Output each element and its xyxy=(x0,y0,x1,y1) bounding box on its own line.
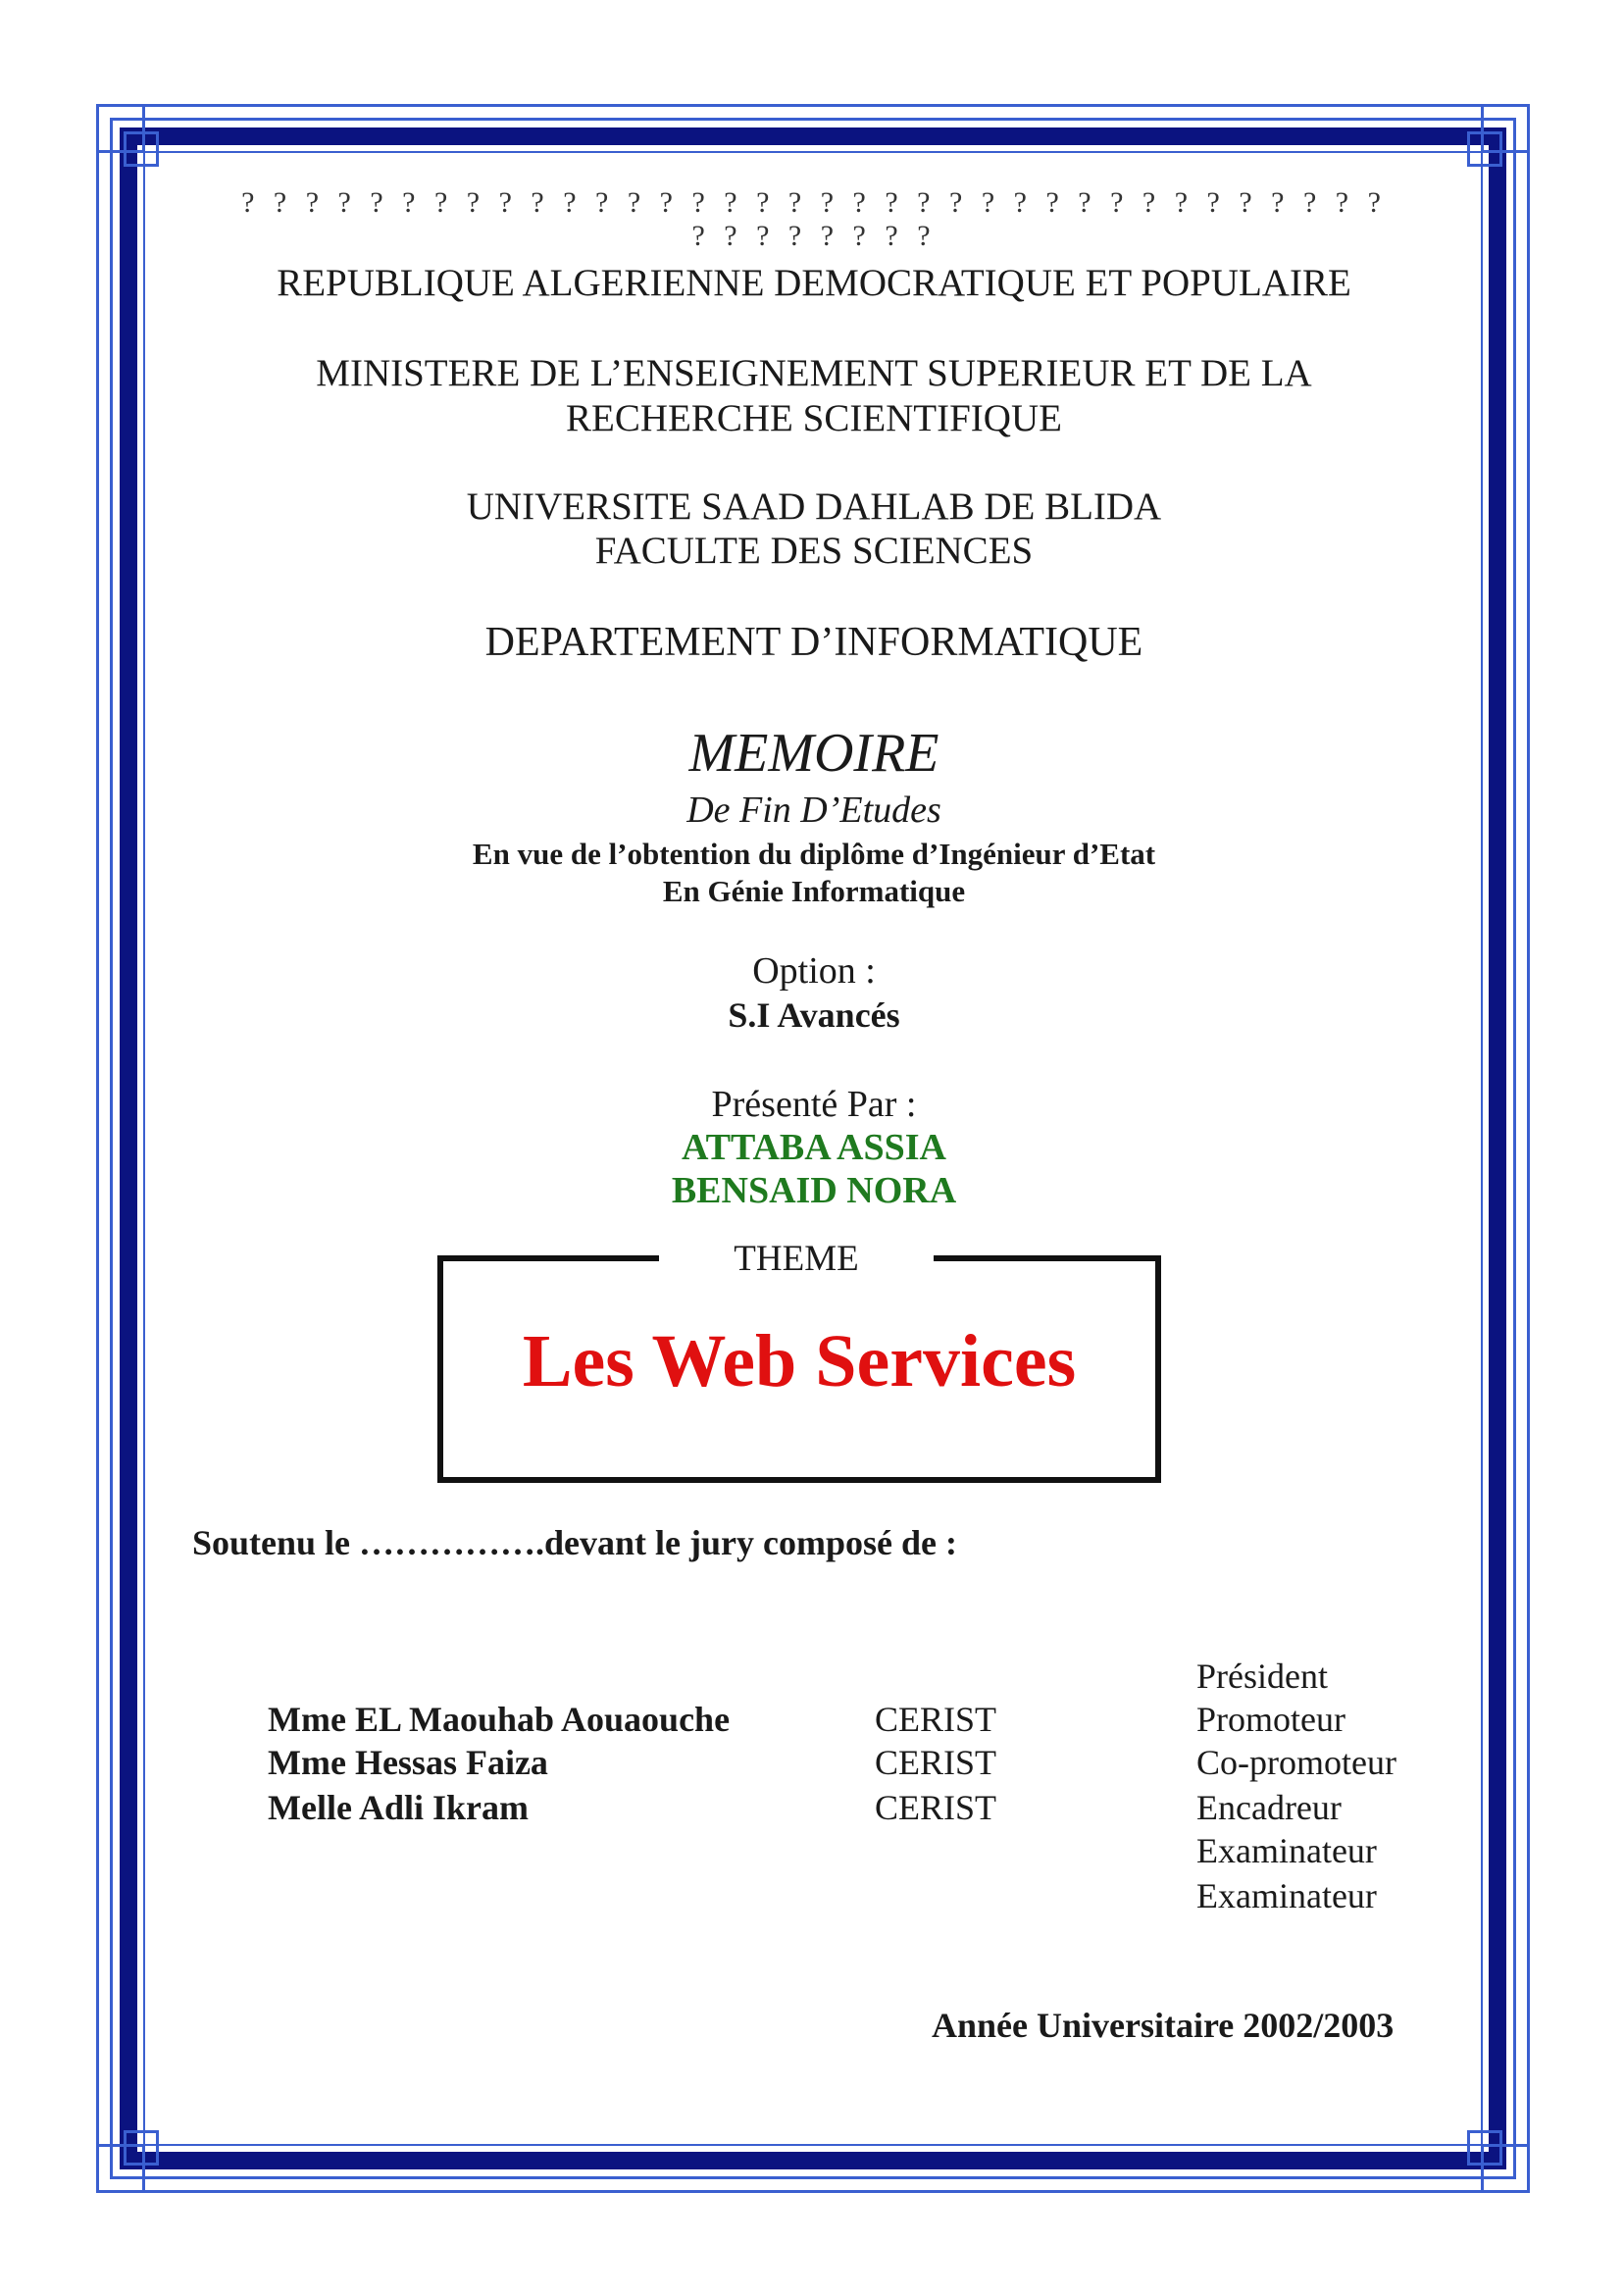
jury-role: Co-promoteur xyxy=(1196,1743,1396,1782)
jury-member-org: CERIST xyxy=(875,1743,997,1782)
defense-statement: Soutenu le …………….devant le jury composé de : xyxy=(192,1523,957,1562)
option-label: Option : xyxy=(752,950,876,992)
author-name: ATTABA ASSIA xyxy=(682,1127,946,1168)
jury-role: Examinateur xyxy=(1196,1831,1377,1870)
degree-purpose-line-1: En vue de l’obtention du diplôme d’Ingénieur d’Etat xyxy=(472,837,1156,871)
thesis-subtitle: De Fin D’Etudes xyxy=(686,790,941,831)
jury-role: Président xyxy=(1196,1657,1328,1696)
degree-purpose-line-2: En Génie Informatique xyxy=(662,874,966,908)
jury-role: Examinateur xyxy=(1196,1876,1377,1915)
ministry-line-2: RECHERCHE SCIENTIFIQUE xyxy=(566,397,1062,439)
jury-member-org: CERIST xyxy=(875,1788,997,1827)
jury-role: Encadreur xyxy=(1196,1788,1342,1827)
university-name: UNIVERSITE SAAD DAHLAB DE BLIDA xyxy=(466,485,1162,528)
presented-by-label: Présenté Par : xyxy=(711,1084,917,1125)
question-mark-line: ? ? ? ? ? ? ? ? ? ? ? ? ? ? ? ? ? ? ? ? ? ? ? ? ? ? ? ? ? ? ? ? ? ? ? ? ? ? ? ? ? ? ? ? xyxy=(241,186,1387,252)
theme-label: THEME xyxy=(734,1239,859,1279)
author-name: BENSAID NORA xyxy=(671,1170,957,1211)
jury-member-name: Mme EL Maouhab Aouaouche xyxy=(268,1700,731,1739)
option-value: S.I Avancés xyxy=(728,995,900,1035)
jury-member-name: Mme Hessas Faiza xyxy=(268,1743,548,1782)
jury-member-org: CERIST xyxy=(875,1700,997,1739)
academic-year: Année Universitaire 2002/2003 xyxy=(932,2006,1395,2045)
department-name: DEPARTEMENT D’INFORMATIQUE xyxy=(484,620,1143,665)
jury-member-name: Melle Adli Ikram xyxy=(268,1788,529,1827)
republic-heading: REPUBLIQUE ALGERIENNE DEMOCRATIQUE ET POPULAIRE xyxy=(277,262,1351,304)
faculty-name: FACULTE DES SCIENCES xyxy=(594,530,1034,572)
thesis-type: MEMOIRE xyxy=(688,723,939,784)
jury-role: Promoteur xyxy=(1196,1700,1345,1739)
ministry-line-1: MINISTERE DE L’ENSEIGNEMENT SUPERIEUR ET DE LA xyxy=(316,352,1312,394)
theme-title: Les Web Services xyxy=(522,1320,1077,1402)
